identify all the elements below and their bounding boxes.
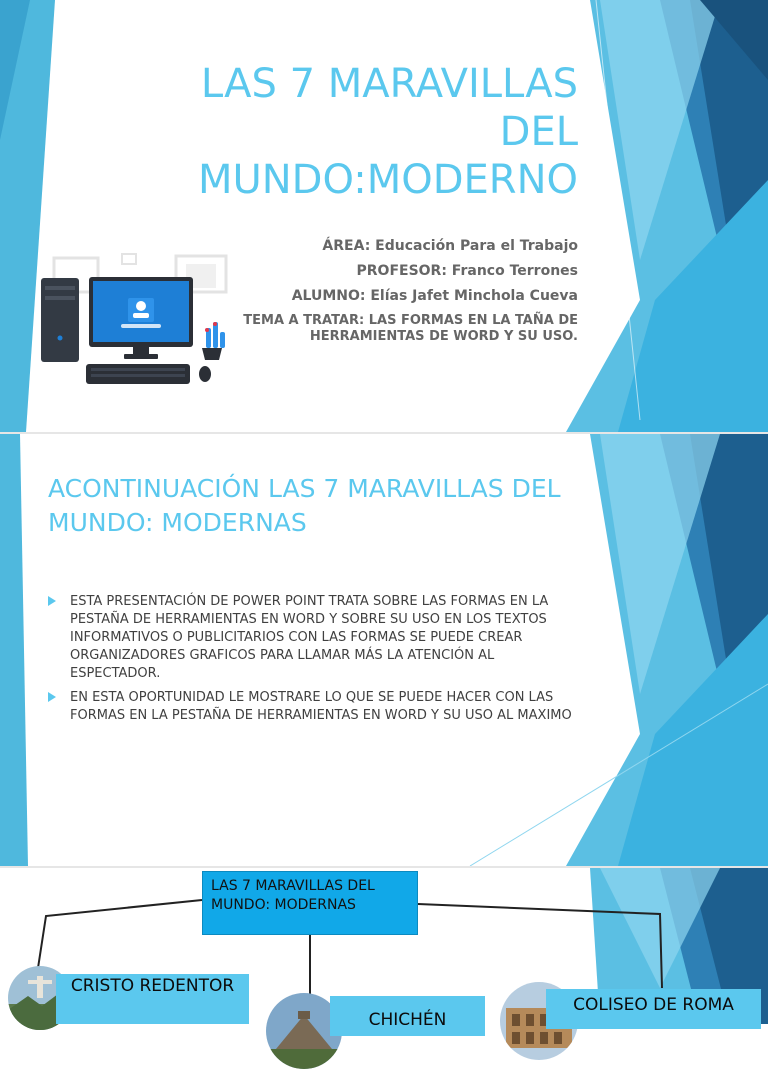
list-item	[48, 593, 583, 683]
list-item	[48, 689, 583, 725]
section-title: ACONTINUACIÓN LAS 7 MARAVILLAS DEL MUNDO: MODERNAS	[48, 474, 561, 537]
label-cristo-redentor: CRISTO REDENTOR	[56, 974, 249, 1024]
slide-1	[0, 0, 768, 432]
bullet-text: EN ESTA OPORTUNIDAD LE MOSTRARE LO QUE SE PUEDE HACER CON LAS FORMAS EN LA PESTAÑA DE HERRAMIENTAS EN WORD Y SU USO AL MAXIMO	[70, 690, 572, 723]
bullet-text: ESTA PRESENTACIÓN DE POWER POINT TRATA SOBRE LAS FORMAS EN LA PESTAÑA DE HERRAMIENTAS EN WORD Y SOBRE SU USO EN LOS TEXTOS INFORMATIVOS O PUBLICITARIOS CON LAS FORMAS SE PUEDE CREAR ORGANIZADORES GRAFICOS PARA LLAMAR MÁS LA ATENCIÓN AL ESPECTADOR.	[70, 594, 549, 681]
area-text: ÁREA: Educación Para el Trabajo	[322, 238, 578, 254]
bullet-arrow-icon	[48, 692, 56, 702]
label-chichen: CHICHÉN	[330, 996, 485, 1036]
label-coliseo: COLISEO DE ROMA	[546, 989, 761, 1029]
bullet-arrow-icon	[48, 596, 56, 606]
desktop-computer-illustration	[36, 250, 236, 390]
presentation-info	[238, 238, 578, 353]
main-concept-box: LAS 7 MARAVILLAS DEL MUNDO: MODERNAS	[202, 871, 418, 935]
alumno-text: ALUMNO: Elías Jafet Minchola Cueva	[291, 288, 578, 304]
bullet-list	[48, 593, 583, 731]
profesor-text: PROFESOR: Franco Terrones	[356, 263, 578, 279]
tema-text: TEMA A TRATAR: LAS FORMAS EN LA TAÑA DE HERRAMIENTAS DE WORD Y SU USO.	[243, 313, 578, 344]
page-title: LAS 7 MARAVILLAS DEL MUNDO:MODERNO	[197, 61, 578, 203]
